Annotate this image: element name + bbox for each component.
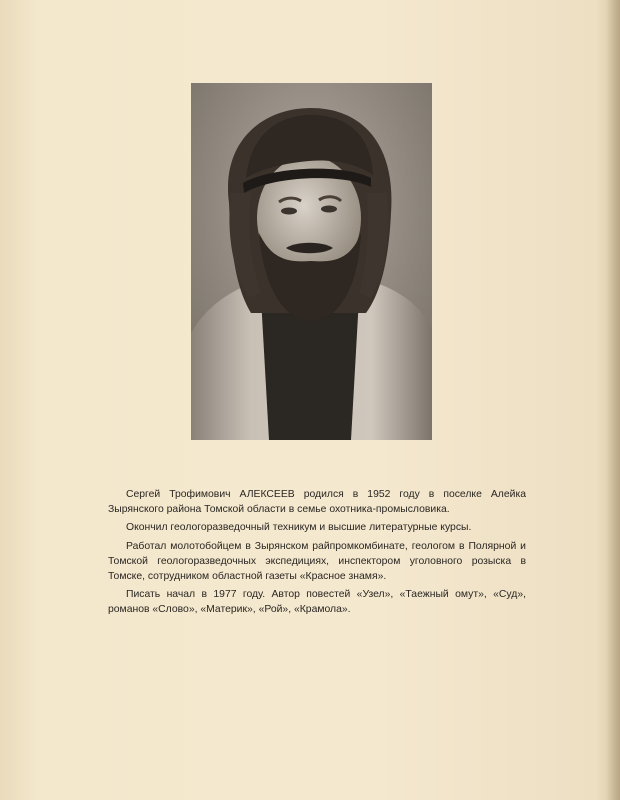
author-portrait-photo — [191, 83, 432, 440]
page-edge-shadow — [606, 0, 620, 800]
bio-paragraph-career: Работал молотобойцем в Зырянском райпромкомбинате, геологом в Полярной и Томской геологоразведочных экспедициях, инспектором уголовного розыска в Томске, сотрудником областной газеты «Красное знамя». — [108, 540, 526, 583]
bio-paragraph-education: Окончил геологоразведочный техникум и высшие литературные курсы. — [126, 522, 472, 534]
author-biography — [108, 487, 526, 621]
bio-paragraph-works: Писать начал в 1977 году. Автор повестей «Узел», «Таежный омут», «Суд», романов «Слово», «Материк», «Рой», «Крамола». — [108, 589, 526, 616]
bio-paragraph-birth: Сергей Трофимович АЛЕКСЕЕВ родился в 1952 году в поселке Алейка Зырянского района Томской области в семье охотника-промысловика. — [108, 489, 526, 516]
